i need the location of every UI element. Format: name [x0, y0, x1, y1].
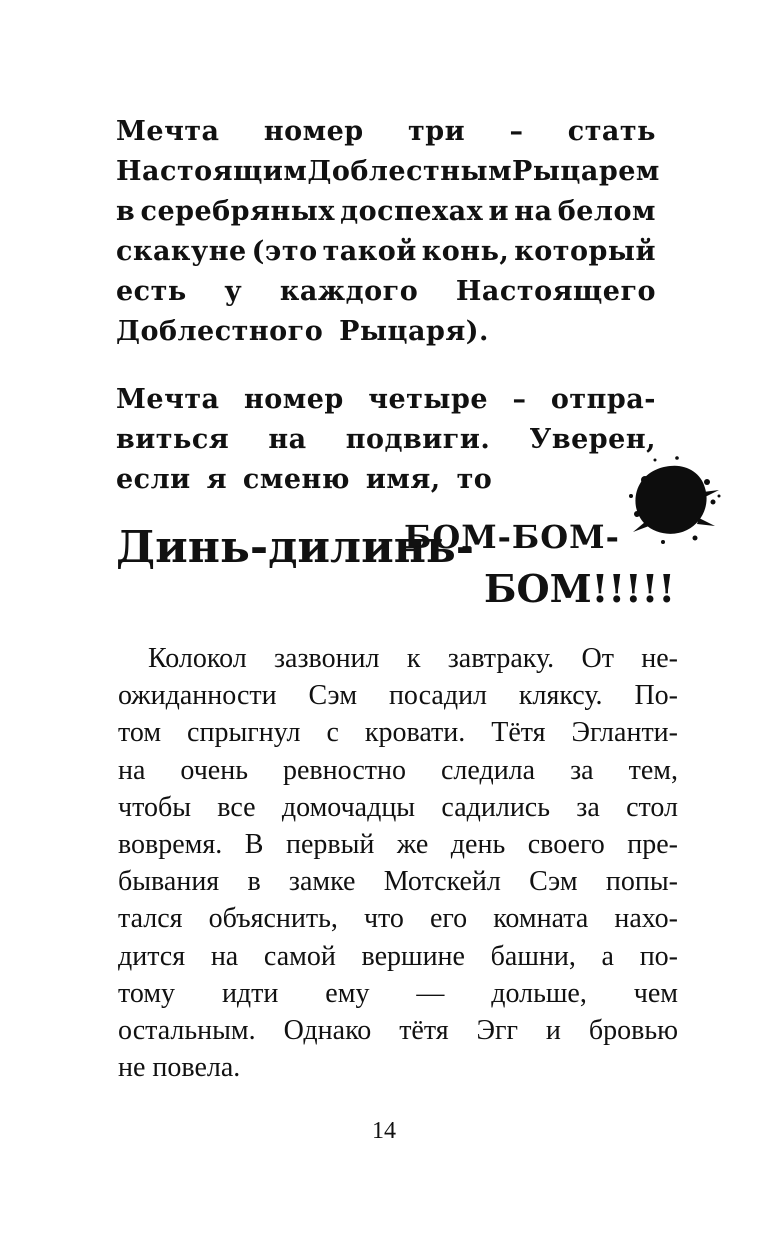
prose-line: бывания в замке Мотскейл Сэм попы-: [118, 866, 678, 898]
diary-line: [116, 272, 656, 312]
diary-word: Доблестным: [307, 156, 513, 187]
diary-word: три: [407, 116, 466, 147]
diary-word: у: [224, 276, 243, 307]
page-number: 14: [372, 1118, 396, 1144]
diary-word: виться: [116, 424, 230, 455]
diary-word: на: [514, 196, 553, 227]
diary-word: Мечта: [116, 116, 220, 147]
sound-effect-part-3: БОМ!!!!!: [484, 566, 676, 611]
diary-line: [116, 380, 656, 420]
diary-word: стать: [567, 116, 656, 147]
diary-line: [116, 112, 656, 152]
diary-line: [116, 232, 656, 272]
prose-line: вовремя. В первый же день своего пре-: [118, 829, 678, 861]
prose-line: остальным. Однако тётя Эгг и бровью: [118, 1015, 678, 1047]
diary-word: Уверен,: [529, 424, 656, 455]
diary-word: в: [116, 196, 136, 227]
diary-line: [116, 192, 656, 232]
diary-paragraph-1: [116, 112, 660, 352]
diary-word: четыре: [368, 384, 489, 415]
sound-effect-part-2: БОМ-БОМ-: [404, 518, 620, 556]
diary-line: [116, 152, 660, 192]
prose-line: тался объяснить, что его комната нахо-: [118, 903, 678, 935]
diary-word: –: [512, 384, 527, 415]
diary-word: отпра-: [550, 384, 656, 415]
diary-word: серебряных: [140, 196, 335, 227]
diary-word: (это: [251, 236, 318, 267]
prose-line: на очень ревностно следила за тем,: [118, 754, 678, 786]
diary-word: каждого: [279, 276, 419, 307]
diary-word: подвиги.: [345, 424, 491, 455]
diary-line: если я сменю имя, то: [116, 464, 493, 495]
diary-word: –: [509, 116, 524, 147]
diary-word: такой: [322, 236, 417, 267]
diary-word: номер: [263, 116, 364, 147]
prose-line: дится на самой вершине башни, а по-: [118, 940, 678, 972]
diary-word: конь,: [421, 236, 510, 267]
diary-paragraph-2: [116, 380, 656, 500]
ink-blot-icon: [615, 452, 725, 552]
diary-line: Доблестного Рыцаря).: [116, 316, 489, 347]
diary-word: Настоящим: [116, 156, 308, 187]
diary-word: белом: [557, 196, 656, 227]
prose-line: Колокол зазвонил к завтраку. От не-: [148, 643, 678, 674]
diary-word: на: [268, 424, 307, 455]
diary-line: [116, 420, 656, 460]
diary-word: Настоящего: [455, 276, 656, 307]
diary-word: Рыцарем: [512, 156, 660, 187]
prose-paragraph: [118, 640, 678, 1086]
diary-word: доспехах: [340, 196, 484, 227]
diary-word: который: [514, 236, 656, 267]
diary-word: есть: [116, 276, 187, 307]
sound-effect-part-1: Динь-дилинь-: [116, 522, 475, 573]
diary-word: номер: [244, 384, 344, 415]
prose-line: чтобы все домочадцы садились за стол: [118, 791, 678, 823]
diary-word: и: [488, 196, 510, 227]
diary-word: скакуне: [116, 236, 247, 267]
diary-word: Мечта: [116, 384, 220, 415]
prose-line: не повела.: [118, 1052, 241, 1084]
prose-line: ожиданности Сэм посадил кляксу. По-: [118, 680, 678, 712]
prose-line: том спрыгнул с кровати. Тётя Эгланти-: [118, 717, 678, 749]
prose-line: тому идти ему — дольше, чем: [118, 977, 678, 1009]
